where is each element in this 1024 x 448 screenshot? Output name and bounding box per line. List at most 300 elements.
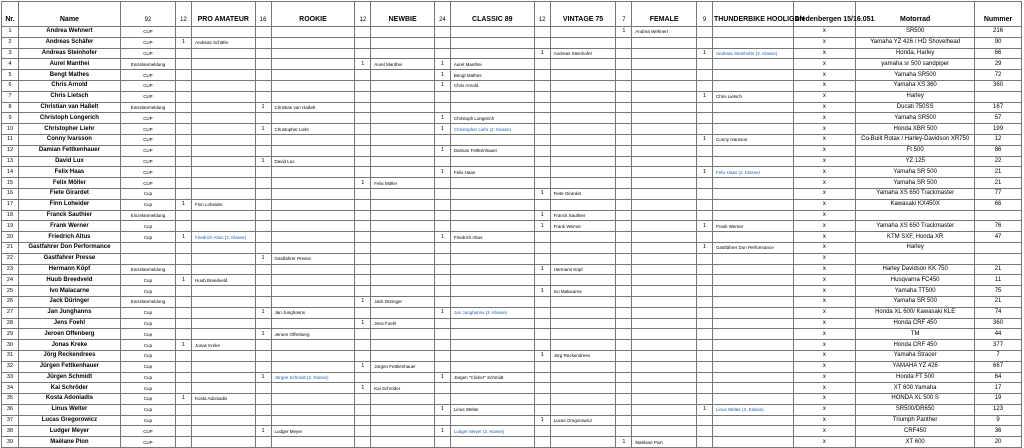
- thunder-entry-marker: [697, 350, 713, 361]
- thunder-entry-marker: [697, 437, 713, 448]
- motorcycle: Triumph Panther: [856, 415, 975, 426]
- female-entry-marker: [616, 80, 632, 91]
- rookie-entry-marker: [255, 383, 271, 394]
- entry-type: CUP: [120, 178, 175, 189]
- vintage-entry-marker: [534, 113, 550, 124]
- thunder-class-entry: [712, 188, 793, 199]
- race-number: 360: [975, 80, 1022, 91]
- female-class-entry: [632, 286, 697, 297]
- female-class-entry: [632, 70, 697, 81]
- entry-type: Cup: [120, 372, 175, 383]
- vintage-entry-marker: [534, 59, 550, 70]
- classic-class-entry: [450, 264, 534, 275]
- classic-entry-marker: [434, 221, 450, 232]
- classic-class-entry: [450, 329, 534, 340]
- pro-entry-marker: 1: [176, 340, 192, 351]
- entry-type: Cup: [120, 350, 175, 361]
- thunder-entry-marker: [697, 145, 713, 156]
- female-entry-marker: [616, 307, 632, 318]
- classic-entry-marker: 1: [434, 70, 450, 81]
- race-number: 76: [975, 221, 1022, 232]
- table-row: [2, 275, 1022, 286]
- female-class-entry: [632, 264, 697, 275]
- entry-type: CUP: [120, 426, 175, 437]
- participants-body: [2, 27, 1022, 448]
- table-row: [2, 329, 1022, 340]
- thunder-entry-marker: [697, 361, 713, 372]
- thunder-class-entry: [712, 415, 793, 426]
- table-row: [2, 242, 1022, 253]
- newbie-class-entry: [371, 253, 435, 264]
- rookie-entry-marker: [255, 91, 271, 102]
- classic-class-entry: [450, 383, 534, 394]
- table-row: [2, 156, 1022, 167]
- table-row: [2, 124, 1022, 135]
- race-number: 216: [975, 27, 1022, 38]
- motorcycle: Yamaha SR 500: [856, 178, 975, 189]
- pro-class-entry: [191, 134, 255, 145]
- classic-class-entry: [450, 296, 534, 307]
- table-row: [2, 340, 1022, 351]
- rookie-class-entry: [271, 59, 355, 70]
- rider-name: Ivo Malacarne: [18, 286, 120, 297]
- table-row: [2, 296, 1022, 307]
- thunder-class-entry: Linus Welter (3. Klasse): [712, 404, 793, 415]
- vintage-class-entry: [550, 296, 616, 307]
- vintage-entry-marker: [534, 296, 550, 307]
- entry-type: CUP: [120, 37, 175, 48]
- classic-class-entry: Bengt Mathes: [450, 70, 534, 81]
- race-number: 667: [975, 361, 1022, 372]
- female-class-entry: [632, 426, 697, 437]
- pro-class-entry: [191, 113, 255, 124]
- row-number: 13: [2, 156, 19, 167]
- vintage-entry-marker: [534, 404, 550, 415]
- pro-entry-marker: 1: [176, 199, 192, 210]
- newbie-entry-marker: [355, 242, 371, 253]
- pro-class-entry: [191, 48, 255, 59]
- diedenbergen-mark: x: [793, 199, 856, 210]
- pro-class-entry: [191, 145, 255, 156]
- thunder-entry-marker: [697, 394, 713, 405]
- pro-entry-marker: [176, 350, 192, 361]
- classic-entry-marker: [434, 340, 450, 351]
- rookie-entry-marker: [255, 70, 271, 81]
- classic-entry-marker: [434, 253, 450, 264]
- pro-class-entry: [191, 296, 255, 307]
- row-number: 29: [2, 329, 19, 340]
- thunder-entry-marker: [697, 178, 713, 189]
- pro-class-entry: [191, 404, 255, 415]
- pro-entry-marker: [176, 188, 192, 199]
- female-entry-marker: [616, 415, 632, 426]
- newbie-entry-marker: 1: [355, 296, 371, 307]
- rookie-class-entry: [271, 242, 355, 253]
- pro-entry-marker: [176, 178, 192, 189]
- thunder-class-entry: [712, 27, 793, 38]
- female-entry-marker: [616, 59, 632, 70]
- pro-class-entry: [191, 80, 255, 91]
- rider-name: Kai Schröder: [18, 383, 120, 394]
- motorcycle: Yamaha TT500: [856, 286, 975, 297]
- row-number: 36: [2, 404, 19, 415]
- newbie-class-entry: [371, 415, 435, 426]
- rookie-class-entry: Christopher Liehr: [271, 124, 355, 135]
- female-entry-marker: [616, 37, 632, 48]
- female-entry-marker: [616, 188, 632, 199]
- diedenbergen-mark: x: [793, 329, 856, 340]
- vintage-class-entry: [550, 91, 616, 102]
- female-entry-marker: 1: [616, 27, 632, 38]
- header-nr: Nr.: [2, 2, 19, 27]
- entry-type: Cup: [120, 383, 175, 394]
- female-entry-marker: [616, 242, 632, 253]
- row-number: 6: [2, 80, 19, 91]
- vintage-class-entry: [550, 394, 616, 405]
- female-class-entry: [632, 404, 697, 415]
- thunder-entry-marker: [697, 426, 713, 437]
- row-number: 18: [2, 210, 19, 221]
- race-number: 20: [975, 437, 1022, 448]
- entry-type: Cup: [120, 307, 175, 318]
- vintage-entry-marker: [534, 91, 550, 102]
- vintage-class-entry: [550, 275, 616, 286]
- row-number: 7: [2, 91, 19, 102]
- rookie-entry-marker: [255, 145, 271, 156]
- vintage-class-entry: [550, 383, 616, 394]
- classic-entry-marker: [434, 329, 450, 340]
- rider-name: Jan Junghanns: [18, 307, 120, 318]
- female-entry-marker: [616, 383, 632, 394]
- entry-type: CUP: [120, 124, 175, 135]
- rookie-class-entry: Jan Junghanns: [271, 307, 355, 318]
- newbie-class-entry: Jürgen Fettkenhauer: [371, 361, 435, 372]
- rookie-class-entry: [271, 394, 355, 405]
- pro-class-entry: [191, 221, 255, 232]
- classic-class-entry: [450, 156, 534, 167]
- motorcycle: Yamaha SR500: [856, 70, 975, 81]
- vintage-entry-marker: [534, 199, 550, 210]
- race-number: 17: [975, 383, 1022, 394]
- vintage-class-entry: [550, 70, 616, 81]
- row-number: 1: [2, 27, 19, 38]
- pro-entry-marker: [176, 134, 192, 145]
- classic-class-entry: Ludger Meyer (2. Klasse): [450, 426, 534, 437]
- pro-class-entry: [191, 210, 255, 221]
- rookie-entry-marker: [255, 286, 271, 297]
- classic-class-entry: [450, 242, 534, 253]
- rookie-entry-marker: [255, 167, 271, 178]
- table-row: [2, 350, 1022, 361]
- thunder-class-entry: [712, 426, 793, 437]
- row-number: 19: [2, 221, 19, 232]
- thunder-class-entry: [712, 383, 793, 394]
- thunder-class-entry: Andreas Steinhofer (2. Klasse): [712, 48, 793, 59]
- race-number: 21: [975, 264, 1022, 275]
- rider-name: Christian van Haßelt: [18, 102, 120, 113]
- thunder-entry-marker: [697, 318, 713, 329]
- race-number: 77: [975, 188, 1022, 199]
- pro-entry-marker: [176, 167, 192, 178]
- table-row: [2, 134, 1022, 145]
- thunder-class-entry: [712, 296, 793, 307]
- classic-entry-marker: [434, 264, 450, 275]
- diedenbergen-mark: x: [793, 318, 856, 329]
- pro-entry-marker: [176, 80, 192, 91]
- pro-class-entry: [191, 156, 255, 167]
- pro-entry-marker: [176, 253, 192, 264]
- female-entry-marker: [616, 199, 632, 210]
- female-entry-marker: [616, 113, 632, 124]
- classic-entry-marker: [434, 48, 450, 59]
- vintage-class-entry: [550, 102, 616, 113]
- row-number: 28: [2, 318, 19, 329]
- rookie-class-entry: [271, 178, 355, 189]
- female-class-entry: [632, 178, 697, 189]
- diedenbergen-mark: x: [793, 221, 856, 232]
- female-entry-marker: [616, 124, 632, 135]
- diedenbergen-mark: x: [793, 264, 856, 275]
- header-vintage-count: 12: [534, 2, 550, 27]
- classic-entry-marker: [434, 275, 450, 286]
- thunder-entry-marker: 1: [697, 167, 713, 178]
- race-number: 360: [975, 318, 1022, 329]
- thunder-entry-marker: [697, 156, 713, 167]
- pro-class-entry: [191, 70, 255, 81]
- female-class-entry: [632, 113, 697, 124]
- vintage-entry-marker: [534, 361, 550, 372]
- newbie-class-entry: [371, 134, 435, 145]
- vintage-entry-marker: [534, 27, 550, 38]
- vintage-class-entry: [550, 27, 616, 38]
- rookie-class-entry: [271, 404, 355, 415]
- rookie-entry-marker: [255, 113, 271, 124]
- row-number: 30: [2, 340, 19, 351]
- header-newbie: NEWBIE: [371, 2, 435, 27]
- motorcycle: Yamaha SR500: [856, 113, 975, 124]
- rookie-class-entry: [271, 199, 355, 210]
- pro-entry-marker: [176, 437, 192, 448]
- entry-type: Cup: [120, 199, 175, 210]
- entry-type: Cup: [120, 329, 175, 340]
- female-class-entry: [632, 145, 697, 156]
- rookie-class-entry: [271, 383, 355, 394]
- pro-class-entry: [191, 361, 255, 372]
- classic-class-entry: [450, 188, 534, 199]
- table-row: [2, 264, 1022, 275]
- rookie-entry-marker: [255, 275, 271, 286]
- classic-entry-marker: 1: [434, 80, 450, 91]
- pro-class-entry: [191, 350, 255, 361]
- female-class-entry: [632, 188, 697, 199]
- pro-entry-marker: 1: [176, 394, 192, 405]
- newbie-class-entry: [371, 210, 435, 221]
- row-number: 20: [2, 232, 19, 243]
- row-number: 26: [2, 296, 19, 307]
- entry-type: CUP: [120, 134, 175, 145]
- header-classic-89: CLASSIC 89: [450, 2, 534, 27]
- rider-name: Felix Möller: [18, 178, 120, 189]
- classic-entry-marker: [434, 394, 450, 405]
- pro-entry-marker: [176, 145, 192, 156]
- female-class-entry: [632, 37, 697, 48]
- pro-class-entry: Andreas Schäfer: [191, 37, 255, 48]
- race-number: 11: [975, 275, 1022, 286]
- female-class-entry: [632, 394, 697, 405]
- female-class-entry: [632, 199, 697, 210]
- newbie-entry-marker: [355, 134, 371, 145]
- table-row: [2, 404, 1022, 415]
- entry-type: CUP: [120, 167, 175, 178]
- race-number: 123: [975, 404, 1022, 415]
- newbie-entry-marker: [355, 199, 371, 210]
- header-typ: 92: [120, 2, 175, 27]
- vintage-class-entry: [550, 80, 616, 91]
- female-class-entry: [632, 91, 697, 102]
- classic-entry-marker: [434, 91, 450, 102]
- thunder-class-entry: [712, 145, 793, 156]
- header-diedenbergen: Diedenbergen 15/16.051: [793, 2, 856, 27]
- female-entry-marker: [616, 210, 632, 221]
- race-number: 66: [975, 199, 1022, 210]
- pro-entry-marker: [176, 307, 192, 318]
- vintage-class-entry: [550, 340, 616, 351]
- diedenbergen-mark: x: [793, 124, 856, 135]
- newbie-entry-marker: [355, 102, 371, 113]
- rookie-class-entry: [271, 232, 355, 243]
- race-number: 22: [975, 156, 1022, 167]
- race-number: 86: [975, 145, 1022, 156]
- rookie-entry-marker: [255, 296, 271, 307]
- female-entry-marker: [616, 404, 632, 415]
- thunder-class-entry: Conny Ivarsson: [712, 134, 793, 145]
- thunder-entry-marker: 1: [697, 404, 713, 415]
- rider-name: Jürgen Fettkenhauer: [18, 361, 120, 372]
- classic-class-entry: [450, 134, 534, 145]
- rider-name: Ludger Meyer: [18, 426, 120, 437]
- newbie-entry-marker: [355, 91, 371, 102]
- newbie-class-entry: [371, 113, 435, 124]
- thunder-entry-marker: 1: [697, 91, 713, 102]
- rider-name: Andreas Steinhofer: [18, 48, 120, 59]
- table-row: [2, 59, 1022, 70]
- motorcycle: XT 600: [856, 437, 975, 448]
- motorcycle: Honda FT 500: [856, 372, 975, 383]
- classic-entry-marker: [434, 210, 450, 221]
- pro-class-entry: [191, 383, 255, 394]
- pro-entry-marker: [176, 296, 192, 307]
- header-name: Name: [18, 2, 120, 27]
- classic-class-entry: [450, 350, 534, 361]
- rider-name: David Lux: [18, 156, 120, 167]
- race-number: 21: [975, 167, 1022, 178]
- race-number: [975, 242, 1022, 253]
- rider-name: Gastfahrer Presse: [18, 253, 120, 264]
- motorcycle: KTM SXF, Honda XR: [856, 232, 975, 243]
- motorcycle: Ducati 750SS: [856, 102, 975, 113]
- classic-class-entry: Jürgen "Clicker" Schmidt: [450, 372, 534, 383]
- rookie-class-entry: [271, 37, 355, 48]
- entry-type: Cup: [120, 275, 175, 286]
- vintage-class-entry: Fiete Girardet: [550, 188, 616, 199]
- rider-name: Franck Sauthier: [18, 210, 120, 221]
- motorcycle: Yamaha XS 650 Trackmaster: [856, 188, 975, 199]
- newbie-entry-marker: 1: [355, 361, 371, 372]
- newbie-class-entry: [371, 91, 435, 102]
- female-entry-marker: [616, 102, 632, 113]
- newbie-entry-marker: [355, 437, 371, 448]
- newbie-class-entry: [371, 199, 435, 210]
- newbie-entry-marker: [355, 350, 371, 361]
- classic-entry-marker: 1: [434, 113, 450, 124]
- thunder-class-entry: [712, 113, 793, 124]
- newbie-entry-marker: 1: [355, 59, 371, 70]
- female-entry-marker: [616, 145, 632, 156]
- vintage-class-entry: Ivo Malacarne: [550, 286, 616, 297]
- diedenbergen-mark: x: [793, 48, 856, 59]
- classic-class-entry: [450, 394, 534, 405]
- classic-class-entry: [450, 437, 534, 448]
- thunder-class-entry: [712, 307, 793, 318]
- diedenbergen-mark: x: [793, 188, 856, 199]
- vintage-class-entry: [550, 372, 616, 383]
- newbie-class-entry: [371, 188, 435, 199]
- diedenbergen-mark: x: [793, 296, 856, 307]
- thunder-entry-marker: [697, 113, 713, 124]
- header-female-count: 7: [616, 2, 632, 27]
- classic-class-entry: Felix Haas: [450, 167, 534, 178]
- rider-name: Chris Arnold: [18, 80, 120, 91]
- header-classic-count: 24: [434, 2, 450, 27]
- pro-entry-marker: [176, 361, 192, 372]
- header-motorrad: Motorrad: [856, 2, 975, 27]
- thunder-class-entry: [712, 329, 793, 340]
- race-number: 72: [975, 70, 1022, 81]
- diedenbergen-mark: x: [793, 253, 856, 264]
- pro-entry-marker: [176, 70, 192, 81]
- table-row: [2, 210, 1022, 221]
- classic-class-entry: [450, 91, 534, 102]
- classic-entry-marker: 1: [434, 426, 450, 437]
- race-number: 12: [975, 134, 1022, 145]
- rookie-entry-marker: [255, 394, 271, 405]
- classic-class-entry: [450, 37, 534, 48]
- pro-class-entry: [191, 27, 255, 38]
- newbie-entry-marker: [355, 48, 371, 59]
- vintage-entry-marker: [534, 70, 550, 81]
- vintage-entry-marker: [534, 307, 550, 318]
- vintage-class-entry: [550, 426, 616, 437]
- motorcycle: Yamaha XS 650 Trackmaster: [856, 221, 975, 232]
- rookie-entry-marker: [255, 210, 271, 221]
- classic-entry-marker: [434, 296, 450, 307]
- classic-entry-marker: [434, 415, 450, 426]
- thunder-entry-marker: [697, 253, 713, 264]
- vintage-class-entry: [550, 134, 616, 145]
- pro-class-entry: Jonas Kreke: [191, 340, 255, 351]
- rookie-class-entry: [271, 91, 355, 102]
- thunder-entry-marker: [697, 199, 713, 210]
- table-row: [2, 48, 1022, 59]
- table-row: [2, 221, 1022, 232]
- female-class-entry: [632, 210, 697, 221]
- entry-type: Einzelanmeldung: [120, 264, 175, 275]
- pro-class-entry: [191, 372, 255, 383]
- female-entry-marker: [616, 275, 632, 286]
- diedenbergen-mark: x: [793, 102, 856, 113]
- newbie-class-entry: [371, 242, 435, 253]
- rookie-entry-marker: [255, 404, 271, 415]
